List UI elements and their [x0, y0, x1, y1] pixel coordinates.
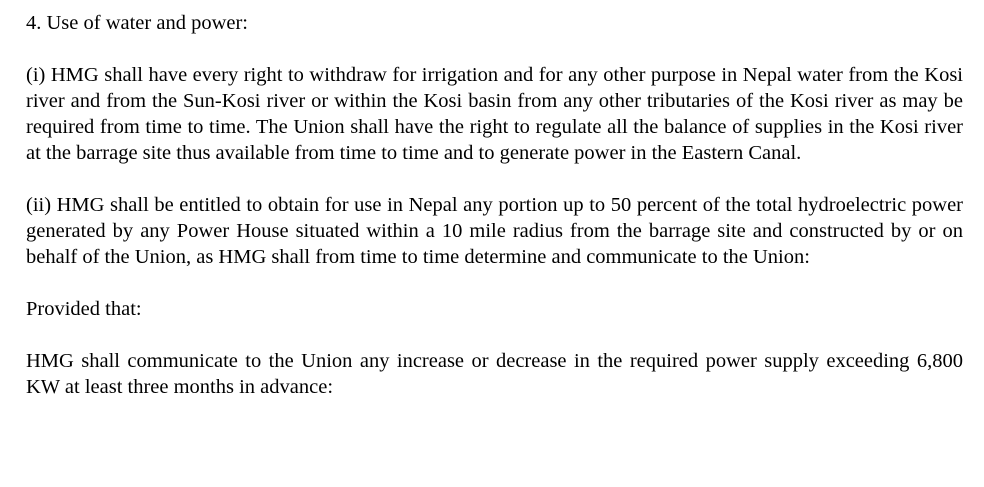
section-heading: 4. Use of water and power:: [26, 12, 249, 34]
paragraph-water-rights: (i) HMG shall have every right to withdraw for irrigation and for any other purpose in Nepal water from the Kosi river and from the Sun-Kosi river or within the Kosi basin from any other tributaries of the Kosi river as may be required from time to time. The Union shall have the right to regulate all the balance of supplies in the Kosi river at the barrage site thus available from time to time and to generate power in the Eastern Canal.: [26, 64, 963, 164]
paragraph-proviso: Provided that:: [26, 298, 142, 320]
paragraph-power-entitlement: (ii) HMG shall be entitled to obtain for use in Nepal any portion up to 50 percent of the total hydroelectric power generated by any Power House situated within a 10 mile radius from the barrage site and constructed by or on behalf of the Union, as HMG shall from time to time determine and communicate to the Union:: [26, 194, 963, 268]
document-page: [26, 10, 963, 400]
paragraph-notice-requirement: HMG shall communicate to the Union any increase or decrease in the required power supply exceeding 6,800 KW at least three months in advance:: [26, 350, 963, 398]
